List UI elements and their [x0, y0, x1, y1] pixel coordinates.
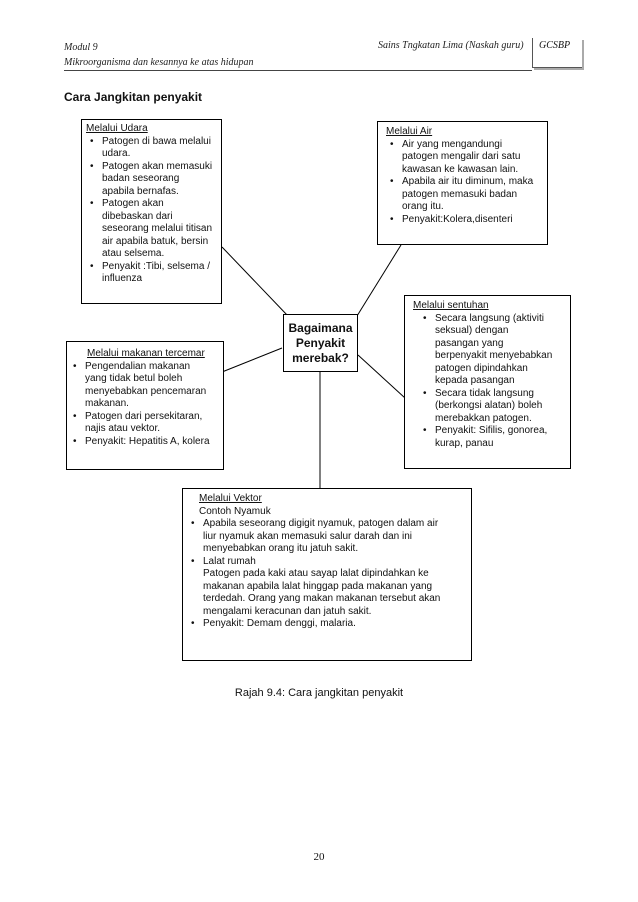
- box-vektor-intro: Contoh Nyamuk: [199, 505, 271, 517]
- box-air: [377, 121, 548, 245]
- list-item: • Lalat rumah Patogen pada kaki atau sayap lalat dipindahkan ke makanan apabila lalat hinggap pada makanan yang terdedah. Orang yang makan makanan tersebut akan mengalami keracunan dan jatuh sakit.: [203, 556, 465, 619]
- box-air-title: Melalui Air: [386, 126, 433, 137]
- list-item: • Pengendalian makanan yang tidak betul boleh menyebabkan pencemaran makanan.: [85, 361, 219, 411]
- list-item: • Apabila air itu diminum, maka patogen memasuki badan orang itu.: [402, 176, 541, 214]
- box-air-list: [386, 139, 541, 227]
- connector-sentuhan: [358, 355, 405, 398]
- list-item: • Patogen akan memasuki badan seseorang apabila bernafas.: [102, 161, 217, 199]
- connector-makanan: [222, 348, 282, 372]
- list-item: • Apabila seseorang digigit nyamuk, patogen dalam air liur nyamuk akan memasuki salur darah dan ini menyebabkan orang itu jatuh sakit.: [203, 518, 465, 556]
- box-sentuhan-title: Melalui sentuhan: [413, 300, 489, 311]
- box-udara-title: Melalui Udara: [86, 123, 148, 134]
- box-makanan-title: Melalui makanan tercemar: [87, 348, 205, 359]
- list-item: • Penyakit: Demam denggi, malaria.: [203, 618, 465, 631]
- figure-caption: Rajah 9.4: Cara jangkitan penyakit: [234, 687, 404, 699]
- center-question: [283, 314, 358, 372]
- box-makanan-list: [71, 361, 219, 449]
- list-item: • Patogen di bawa melalui udara.: [102, 136, 217, 161]
- list-item: • Penyakit: Hepatitis A, kolera: [85, 436, 219, 449]
- box-sentuhan-list: [413, 313, 566, 451]
- list-item: • Penyakit :Tibi, selsema / influenza: [102, 261, 217, 286]
- code-label: GCSBP: [539, 40, 571, 51]
- center-line: merebak?: [292, 351, 349, 365]
- connector-udara: [222, 247, 288, 316]
- center-line: Penyakit: [295, 336, 346, 350]
- list-item: • Secara tidak langsung (berkongsi alatan) boleh merebakkan patogen.: [435, 388, 566, 426]
- list-item: • Air yang mengandungi patogen mengalir dari satu kawasan ke kawasan lain.: [402, 139, 541, 177]
- list-item: • Penyakit: Sifilis, gonorea, kurap, panau: [435, 425, 566, 450]
- box-udara: [81, 119, 222, 304]
- box-vektor-list: [189, 518, 465, 631]
- list-item: • Secara langsung (aktiviti seksual) dengan pasangan yang berpenyakit menyebabkan patogen dipindahkan kepada pasangan: [435, 313, 566, 388]
- list-item: • Penyakit:Kolera,disenteri: [402, 214, 541, 227]
- page-heading: Cara Jangkitan penyakit: [64, 90, 203, 104]
- box-vektor: [182, 488, 472, 661]
- module-subtitle: Mikroorganisma dan kesannya ke atas hidupan: [64, 57, 254, 68]
- box-udara-list: [86, 136, 217, 286]
- box-makanan: [66, 341, 224, 470]
- list-item: • Patogen akan dibebaskan dari seseorang melalui titisan air apabila batuk, bersin atau selsema.: [102, 198, 217, 261]
- book-title: Sains Tngkatan Lima (Naskah guru): [378, 40, 524, 51]
- box-sentuhan: [404, 295, 571, 469]
- page-number: 20: [313, 851, 325, 863]
- list-item: • Patogen dari persekitaran, najis atau vektor.: [85, 411, 219, 436]
- box-vektor-title: Melalui Vektor: [199, 493, 262, 504]
- module-label: Modul 9: [64, 42, 98, 53]
- center-line: Bagaimana: [288, 321, 353, 335]
- connector-air: [357, 245, 401, 316]
